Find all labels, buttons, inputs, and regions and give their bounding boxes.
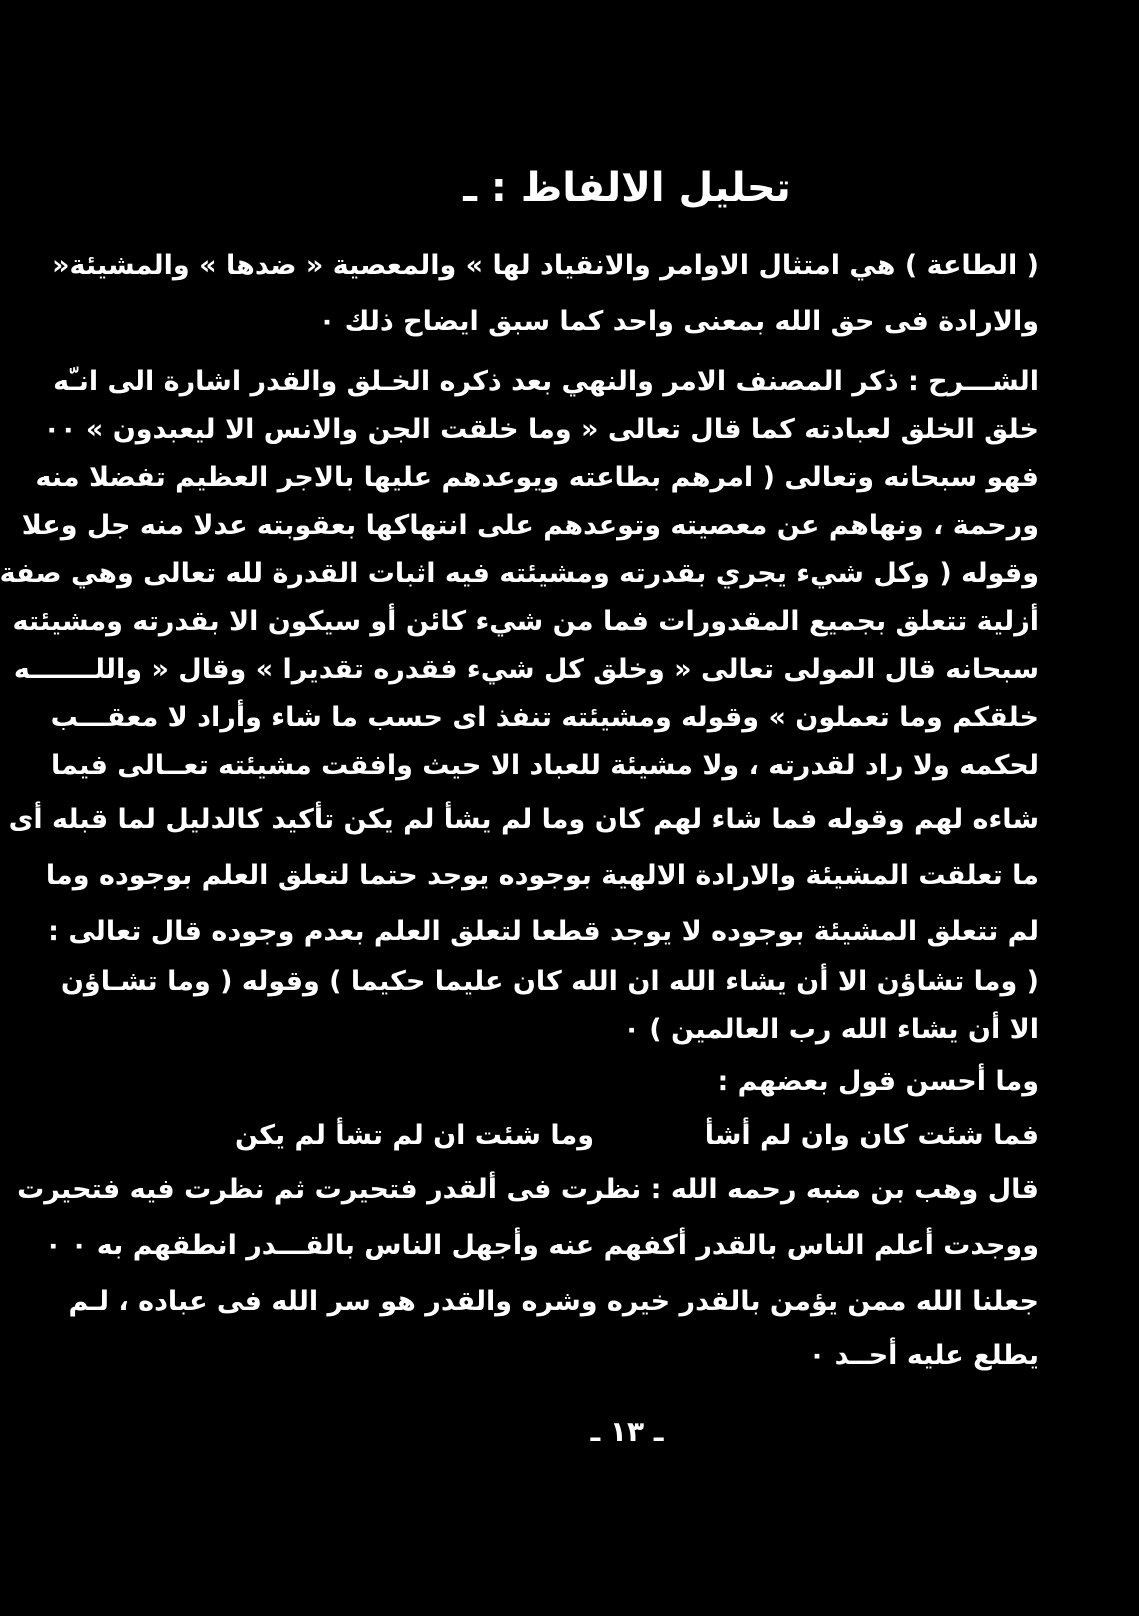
text-line-16: الا أن يشاء الله رب العالمين ) ٠ [623, 1014, 1039, 1045]
verse-second-hemistich: وما شئت ان لم تشأ لم يكن [235, 1120, 595, 1151]
text-line-20: جعلنا الله ممن يؤمن بالقدر خيره وشره والقدر هو سر الله فى عباده ، لـم [68, 1286, 1039, 1317]
text-line-19: ووجدت أعلم الناس بالقدر أكفهم عنه وأجهل الناس بالقـــدر انطقهم به ٠ ٠ [45, 1230, 1039, 1261]
text-line-2: والارادة فى حق الله بمعنى واحد كما سبق ايضاح ذلك ٠ [318, 306, 1039, 337]
text-line-4: خلق الخلق لعبادته كما قال تعالى « وما خلقت الجن والانس الا ليعبدون » ٠٠ [43, 414, 1039, 445]
text-line-7: وقوله ( وكل شيء يجري بقدرته ومشيئته فيه اثبات القدرة لله تعالى وهي صفة [0, 558, 1039, 589]
text-line-6: ورحمة ، ونهاهم عن معصيته وتوعدهم على انتهاكها بعقوبته عدلا منه جل وعلا [21, 510, 1039, 541]
text-line-18: قال وهب بن منبه رحمه الله : نظرت فى ألقدر فتحيرت ثم نظرت فيه فتحيرت [17, 1174, 1039, 1205]
page-title: تحليل الالفاظ : ـ [463, 165, 791, 211]
text-line-5: فهو سبحانه وتعالى ( امرهم بطاعته ويوعدهم عليها بالاجر العظيم تفضلا منه [35, 462, 1039, 493]
text-line-11: لحكمه ولا راد لقدرته ، ولا مشيئة للعباد الا حيث وافقت مشيئته تعــالى فيما [50, 750, 1039, 781]
text-line-21: يطلع عليه أحــد ٠ [808, 1340, 1039, 1371]
text-line-15: ( وما تشاؤن الا أن يشاء الله ان الله كان عليما حكيما ) وقوله ( وما تشـاؤن [60, 966, 1039, 997]
text-line-13: ما تعلقت المشيئة والارادة الالهية بوجوده يوجد حتما لتعلق العلم بوجوده وما [45, 860, 1039, 891]
text-line-10: خلقكم وما تعملون » وقوله ومشيئته تنفذ اى حسب ما شاء وأراد لا معقـــب [50, 702, 1039, 733]
text-line-8: أزلية تتعلق بجميع المقدورات فما من شيء كائن أو سيكون الا بقدرته ومشيئته [12, 606, 1039, 637]
text-line-9: سبحانه قال المولى تعالى « وخلق كل شيء فقدره تقديرا » وقال « واللـــــــه [13, 654, 1039, 685]
text-line-1: ( الطاعة ) هي امتثال الاوامر والانقياد لها » والمعصية « ضدها » والمشيئة« [52, 250, 1039, 281]
page-number: ـ ١٣ ـ [590, 1415, 664, 1448]
text-line-3: الشـــرح : ذكر المصنف الامر والنهي بعد ذكره الخـلق والقدر اشارة الى انـّه [53, 366, 1039, 397]
verse-first-hemistich: فما شئت كان وان لم أشأ [704, 1120, 1039, 1151]
text-line-17: وما أحسن قول بعضهم : [717, 1066, 1039, 1097]
text-line-14: لم تتعلق المشيئة بوجوده لا يوجد قطعا لتعلق العلم بعدم وجوده قال تعالى : [48, 916, 1039, 947]
text-line-12: شاءه لهم وقوله فما شاء لهم كان وما لم يشأ لم يكن تأكيد كالدليل لما قبله أى [8, 804, 1039, 835]
